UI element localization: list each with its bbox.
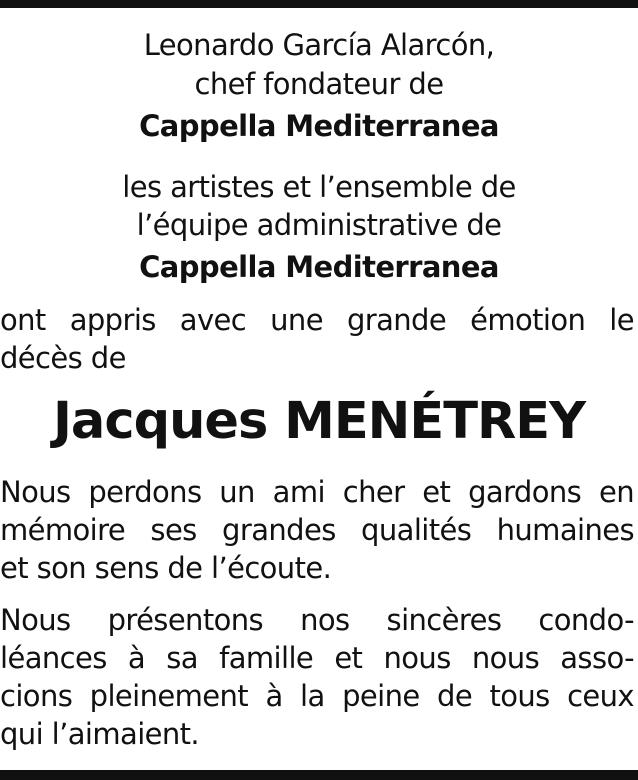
organization-name-2: Cappella Mediterranea bbox=[139, 250, 499, 284]
announcement-line-2: décès de bbox=[0, 341, 126, 375]
admin-team-line: l’équipe administrative de bbox=[136, 208, 502, 242]
signatory-title: chef fondateur de bbox=[194, 67, 444, 101]
organization-name: Cappella Mediterranea bbox=[139, 109, 499, 143]
paragraph1-line-2: mémoire ses grandes qualités humaines bbox=[0, 513, 634, 547]
paragraph1-line-3: et son sens de l’écoute. bbox=[0, 551, 332, 585]
signatory-name: Leonardo García Alarcón, bbox=[143, 28, 495, 62]
top-border bbox=[0, 0, 638, 8]
paragraph2-line-3: cions pleinement à la peine de tous ceux bbox=[0, 679, 634, 713]
bottom-border bbox=[0, 770, 638, 780]
paragraph1-line-1: Nous perdons un ami cher et gardons en bbox=[0, 475, 634, 509]
paragraph2-line-2: léances à sa famille et nous nous asso- bbox=[0, 641, 634, 675]
deceased-name: Jacques MENÉTREY bbox=[52, 392, 586, 451]
paragraph2-line-1: Nous présentons nos sincères condo- bbox=[0, 603, 634, 637]
paragraph2-line-4: qui l’aimaient. bbox=[0, 717, 200, 751]
announcement-line-1: ont appris avec une grande émotion le bbox=[0, 303, 634, 337]
artists-line: les artistes et l’ensemble de bbox=[122, 170, 516, 204]
